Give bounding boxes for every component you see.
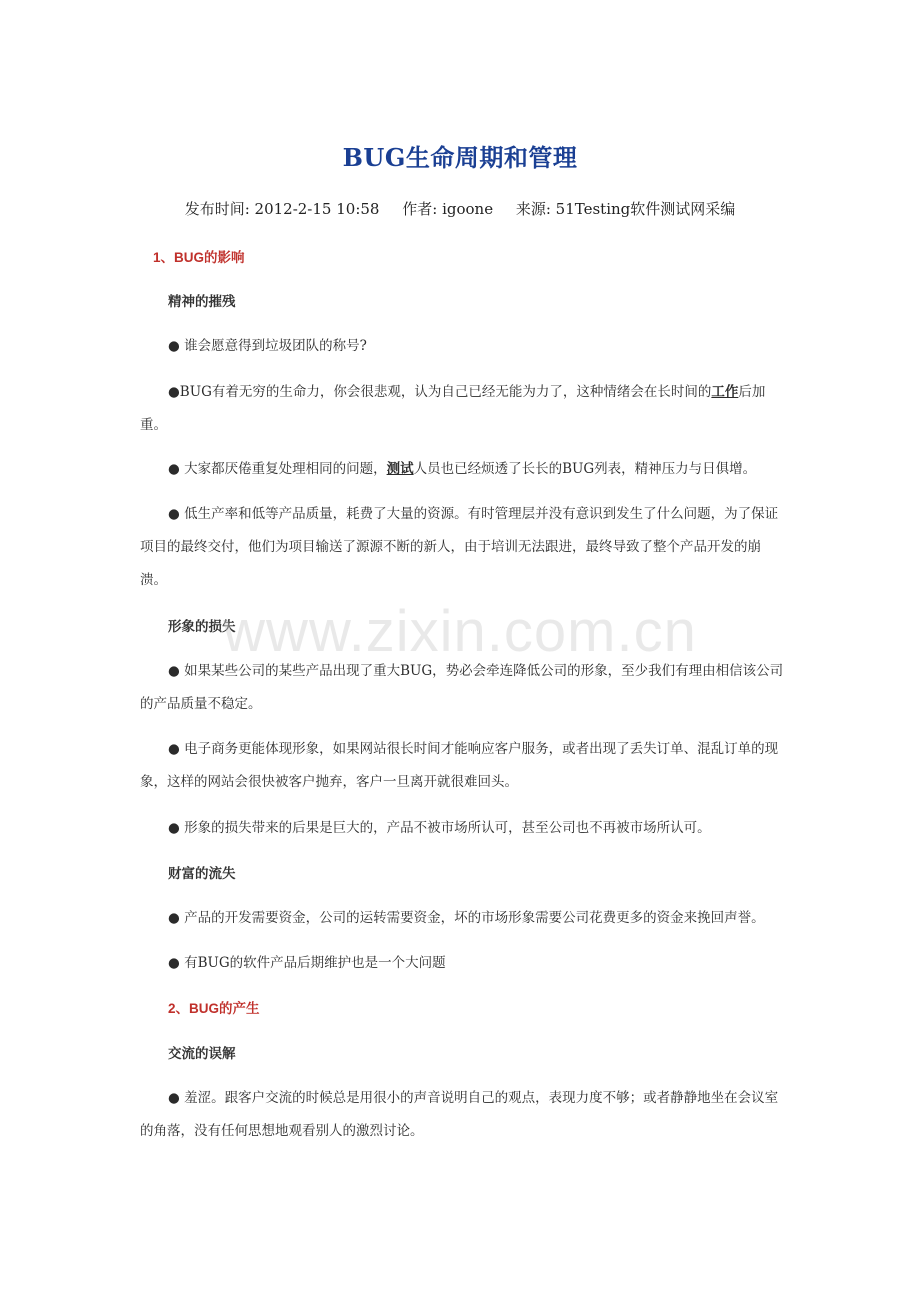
paragraph: [140, 376, 785, 442]
subheading-wealth: 财富的流失: [168, 866, 236, 881]
paragraph: [140, 453, 785, 486]
link-testing[interactable]: 测试: [386, 461, 414, 477]
watermark: www.zixin.com.cn: [223, 599, 697, 664]
paragraph: ● 电子商务更能体现形象，如果网站很长时间才能响应客户服务，或者出现了丢失订单、混乱订单的现象，这样的网站会很快被客户抛弃，客户一旦离开就很难回头。: [140, 741, 779, 790]
paragraph: ● 羞涩。跟客户交流的时候总是用很小的声音说明自己的观点，表现力度不够；或者静静地坐在会议室的角落，没有任何思想地观看别人的激烈讨论。: [140, 1090, 779, 1139]
subheading-image: 形象的损失: [168, 619, 236, 634]
link-work[interactable]: 工作: [711, 384, 739, 400]
paragraph: ● 有BUG的软件产品后期维护也是一个大问题: [168, 955, 446, 971]
page-title: BUG生命周期和管理: [342, 143, 578, 172]
section-heading-2: 2、BUG的产生: [168, 1001, 260, 1016]
paragraph: ● 形象的损失带来的后果是巨大的，产品不被市场所认可，甚至公司也不再被市场所认可。: [168, 820, 711, 836]
paragraph-text: 后加重。: [140, 384, 766, 433]
author: 作者: igoone: [402, 200, 494, 218]
paragraph-text: 人员也已经烦透了长长的BUG列表，精神压力与日俱增。: [413, 461, 757, 477]
subheading-communication: 交流的误解: [168, 1046, 236, 1061]
paragraph-text: ● 大家都厌倦重复处理相同的问题，: [168, 461, 387, 477]
paragraph: ● 谁会愿意得到垃圾团队的称号?: [168, 338, 367, 354]
subheading-spirit: 精神的摧残: [168, 294, 236, 309]
article-meta: [0, 198, 920, 219]
paragraph: ● 低生产率和低等产品质量，耗费了大量的资源。有时管理层并没有意识到发生了什么问题，为了保证项目的最终交付，他们为项目输送了源源不断的新人，由于培训无法跟进，最终导致了整个产品开发的崩溃。: [140, 506, 779, 588]
paragraph: ● 如果某些公司的某些产品出现了重大BUG，势必会牵连降低公司的形象，至少我们有理由相信该公司的产品质量不稳定。: [140, 663, 784, 712]
publish-time: 发布时间: 2012-2-15 10:58: [184, 200, 380, 218]
paragraph: ● 产品的开发需要资金，公司的运转需要资金，坏的市场形象需要公司花费更多的资金来挽回声誉。: [168, 910, 765, 926]
section-heading-1: 1、BUG的影响: [153, 250, 245, 265]
source: 来源: 51Testing软件测试网采编: [515, 200, 736, 218]
paragraph-text: ●BUG有着无穷的生命力，你会很悲观，认为自己已经无能为力了，这种情绪会在长时间的: [168, 384, 712, 400]
